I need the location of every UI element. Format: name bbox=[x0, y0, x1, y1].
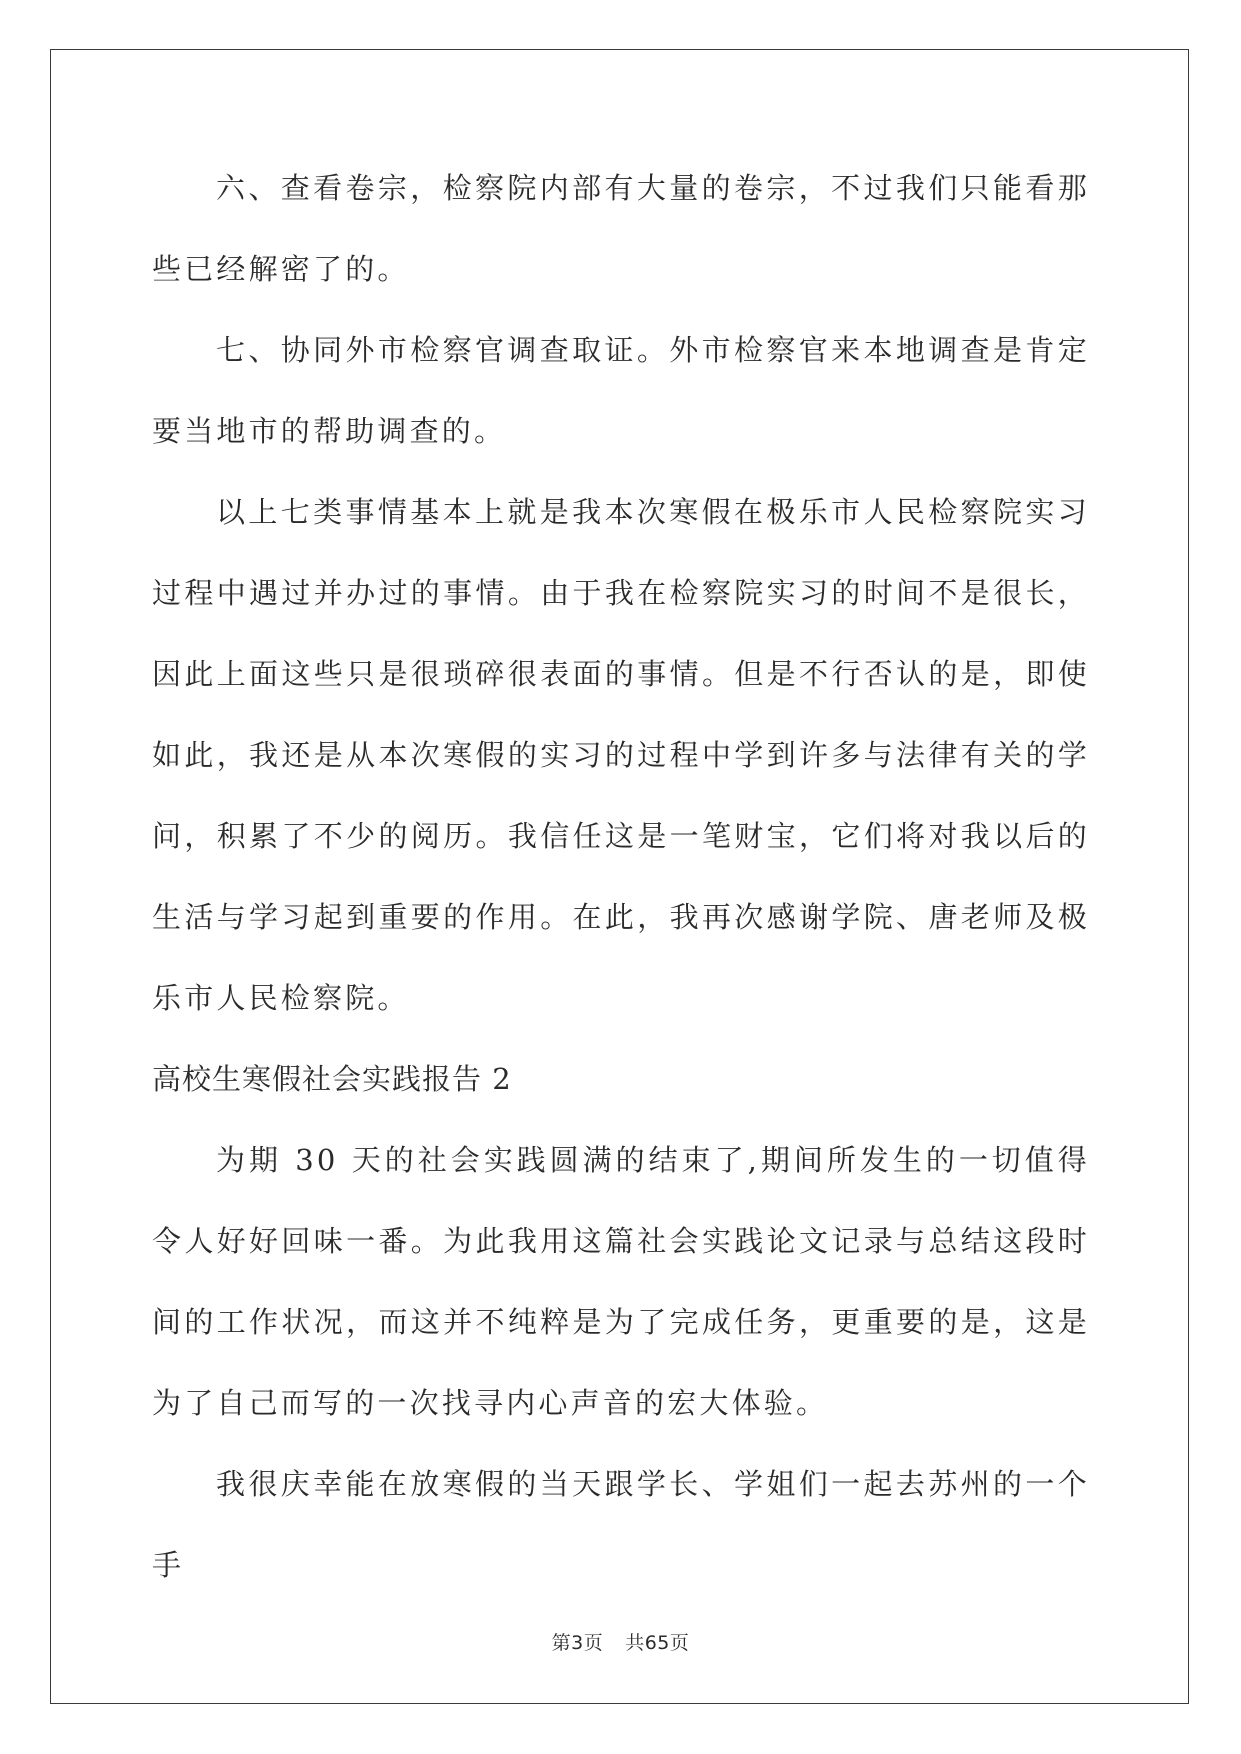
page-suffix: 页 bbox=[583, 1632, 604, 1654]
page-footer bbox=[0, 1628, 1241, 1655]
paragraph-continued: 我很庆幸能在放寒假的当天跟学长、学姐们一起去苏州的一个手 bbox=[152, 1467, 1090, 1582]
page-prefix: 第 bbox=[551, 1632, 572, 1654]
total-suffix: 页 bbox=[669, 1632, 690, 1654]
total-pages: 65 bbox=[644, 1632, 670, 1654]
paragraph-item-six: 六、查看卷宗，检察院内部有大量的卷宗，不过我们只能看那些已经解密了的。 bbox=[152, 171, 1090, 286]
document-body bbox=[152, 148, 1090, 1606]
section-heading: 高校生寒假社会实践报告 2 bbox=[152, 1062, 512, 1096]
page-number: 3 bbox=[571, 1632, 584, 1654]
paragraph-summary: 以上七类事情基本上就是我本次寒假在极乐市人民检察院实习过程中遇过并办过的事情。由于我在检察院实习的时间不是很长，因此上面这些只是很琐碎很表面的事情。但是不行否认的是，即使如此，我还是从本次寒假的实习的过程中学到许多与法律有关的学问，积累了不少的阅历。我信任这是一笔财宝，它们将对我以后的生活与学习起到重要的作用。在此，我再次感谢学院、唐老师及极乐市人民检察院。 bbox=[152, 495, 1090, 1015]
total-prefix: 共 bbox=[625, 1632, 645, 1654]
paragraph-item-seven: 七、协同外市检察官调查取证。外市检察官来本地调查是肯定要当地市的帮助调查的。 bbox=[152, 333, 1090, 448]
paragraph-intro: 为期 30 天的社会实践圆满的结束了,期间所发生的一切值得令人好好回味一番。为此我用这篇社会实践论文记录与总结这段时间的工作状况，而这并不纯粹是为了完成任务，更重要的是，这是为了自己而写的一次找寻内心声音的宏大体验。 bbox=[152, 1143, 1090, 1420]
